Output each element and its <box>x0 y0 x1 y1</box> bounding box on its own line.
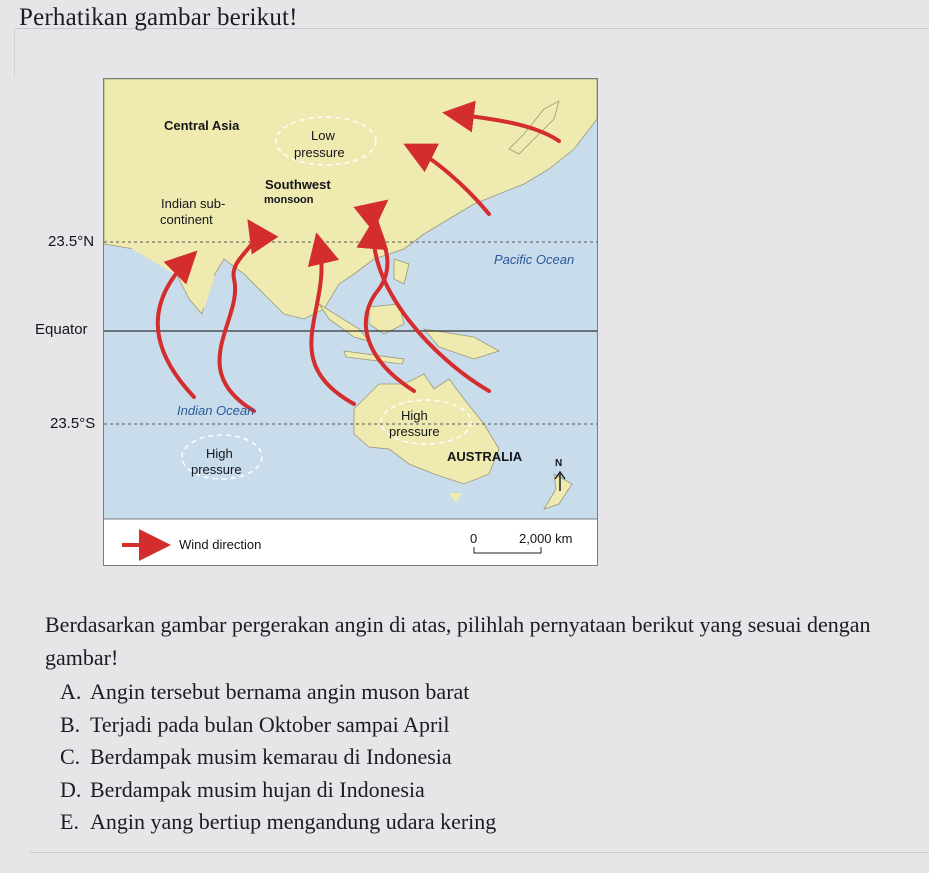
scale-distance-label: 2,000 km <box>519 531 573 546</box>
label-high-aus-2: pressure <box>389 424 440 439</box>
option-c-text: Berdampak musim kemarau di Indonesia <box>90 744 452 770</box>
question-text: Berdasarkan gambar pergerakan angin di atas, pilihlah pernyataan berikut yang sesuai dengan gambar! <box>45 612 871 670</box>
option-c[interactable] <box>60 741 496 774</box>
label-tropic-cancer: 23.5°N <box>48 233 95 250</box>
label-high-ocean-1: High <box>206 446 233 461</box>
option-e-text: Angin yang bertiup mengandung udara kering <box>90 809 497 835</box>
monsoon-map-figure <box>103 78 598 566</box>
label-southwest: Southwest <box>265 177 331 192</box>
monsoon-map <box>104 79 597 565</box>
label-high-ocean-2: pressure <box>191 462 242 477</box>
option-d-text: Berdampak musim hujan di Indonesia <box>90 776 425 802</box>
label-high-aus-1: High <box>401 408 428 423</box>
answer-options <box>60 676 496 839</box>
label-north: N <box>555 458 563 469</box>
option-a[interactable] <box>60 676 496 709</box>
option-b-letter: B. <box>60 711 81 737</box>
label-low-pressure-1: Low <box>311 128 335 143</box>
option-d[interactable] <box>60 774 496 807</box>
label-equator: Equator <box>35 321 88 338</box>
bottom-divider <box>30 852 929 853</box>
label-central-asia: Central Asia <box>164 118 240 133</box>
option-b-text: Terjadi pada bulan Oktober sampai April <box>90 711 450 737</box>
label-tropic-capricorn: 23.5°S <box>50 415 96 432</box>
option-e-letter: E. <box>60 809 79 835</box>
label-indian-sub-2: continent <box>160 212 213 227</box>
label-pacific-ocean: Pacific Ocean <box>494 252 575 267</box>
instruction-title: Perhatikan gambar berikut! <box>19 4 298 31</box>
option-a-text: Angin tersebut bernama angin muson barat <box>90 679 470 704</box>
label-monsoon: monsoon <box>264 194 314 206</box>
option-e[interactable] <box>60 806 496 839</box>
label-indian-sub-1: Indian sub- <box>161 196 226 211</box>
label-australia: AUSTRALIA <box>447 449 523 464</box>
option-d-letter: D. <box>60 776 82 802</box>
left-divider <box>14 28 15 78</box>
scale-zero-label: 0 <box>470 531 478 546</box>
option-c-letter: C. <box>60 744 81 770</box>
legend-wind-direction: Wind direction <box>179 537 262 552</box>
label-low-pressure-2: pressure <box>294 145 345 160</box>
option-b[interactable] <box>60 709 496 742</box>
label-indian-ocean: Indian Ocean <box>177 403 255 418</box>
option-a-letter: A. <box>60 679 82 704</box>
